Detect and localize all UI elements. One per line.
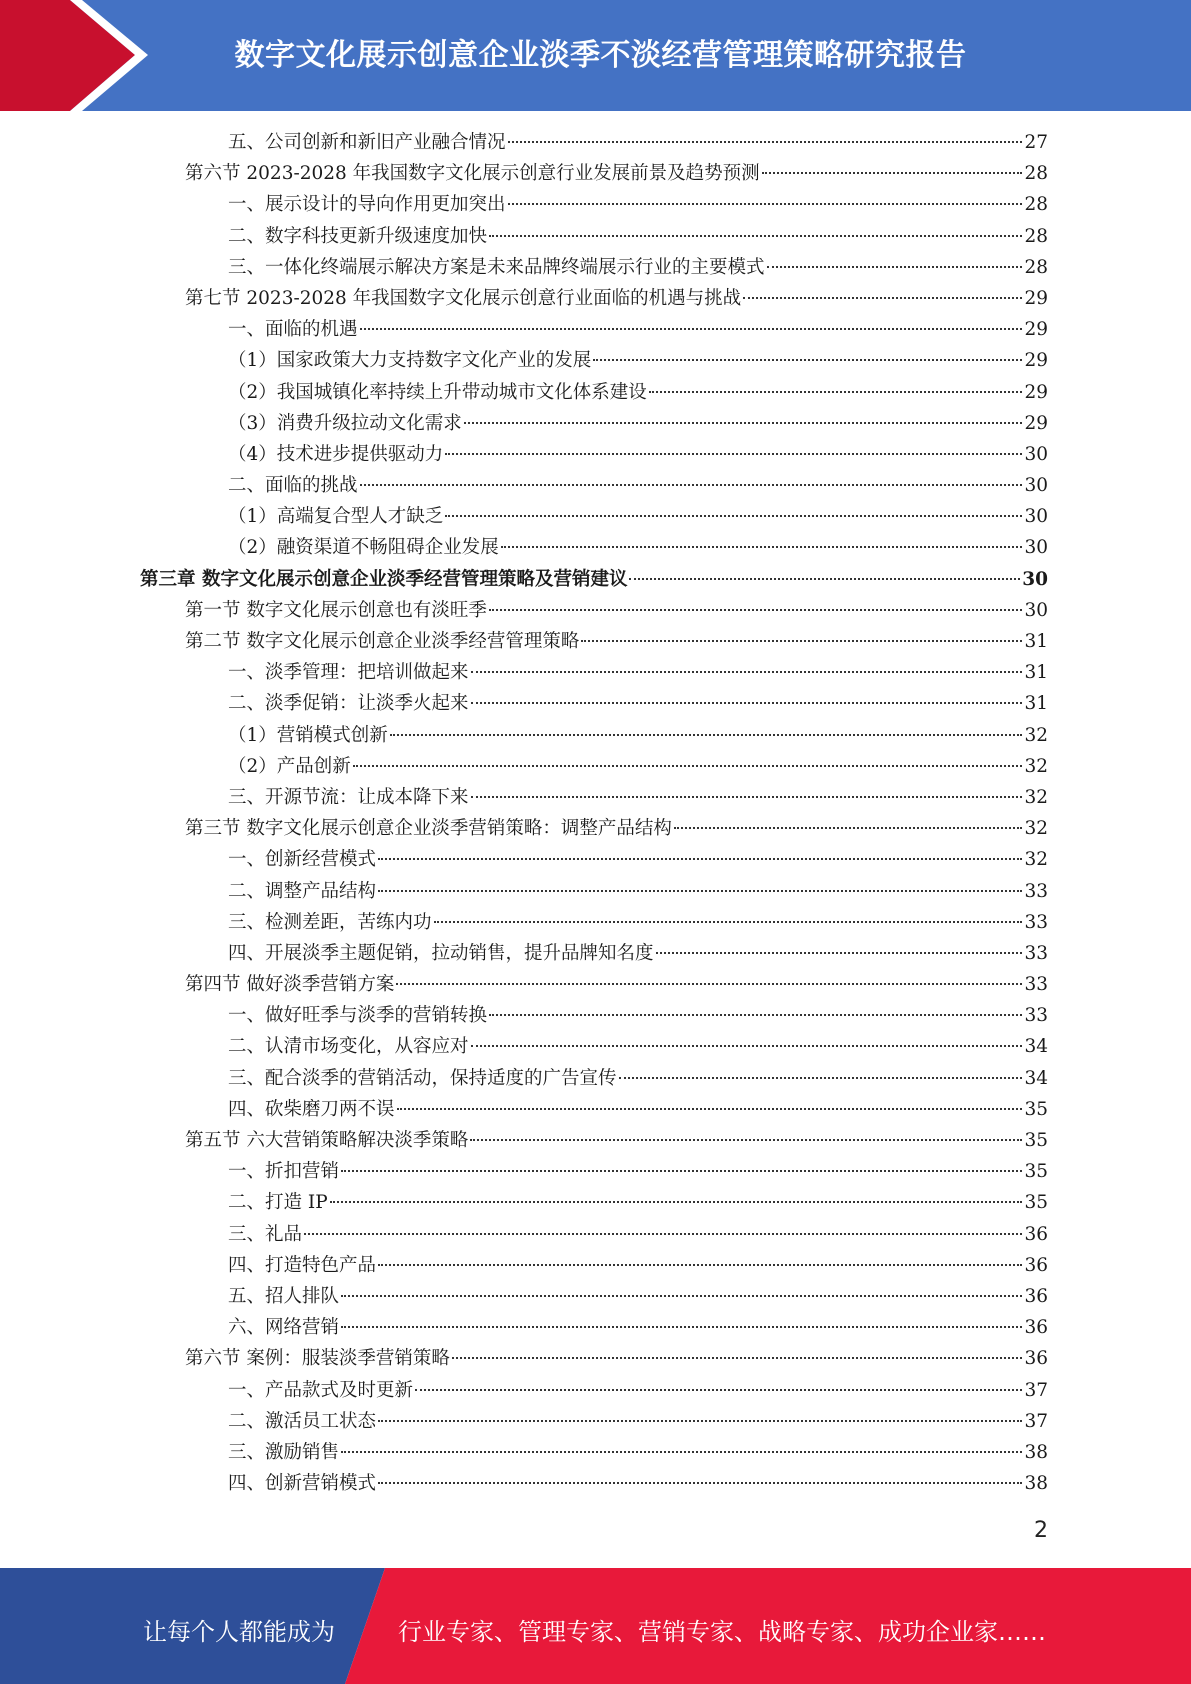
toc-entry-page: 35 [1024, 1130, 1048, 1151]
toc-entry-page: 38 [1024, 1441, 1048, 1463]
toc-subsection-entry[interactable] [140, 345, 1048, 376]
page-number: 2 [1034, 1518, 1048, 1543]
toc-entry-page: 31 [1024, 631, 1048, 652]
toc-entry-page: 36 [1024, 1317, 1048, 1339]
toc-entry-page: 36 [1024, 1223, 1048, 1245]
toc-entry-title: 第五节 六大营销策略解决淡季策略 [185, 1130, 469, 1151]
toc-entry-page: 38 [1024, 1473, 1048, 1495]
toc-subsection-entry[interactable] [140, 751, 1048, 782]
toc-dot-leader [415, 1389, 1022, 1391]
toc-dot-leader [743, 297, 1022, 299]
toc-entry-title: 第六节 案例：服装淡季营销策略 [185, 1348, 450, 1370]
footer-banner [0, 1568, 1191, 1684]
toc-entry-title: 一、产品款式及时更新 [228, 1379, 414, 1401]
table-of-contents [140, 127, 1048, 1499]
toc-subsection-entry[interactable] [140, 377, 1048, 408]
toc-section-entry[interactable] [140, 595, 1048, 626]
toc-subsection-entry[interactable] [140, 252, 1048, 283]
toc-entry-page: 33 [1024, 974, 1048, 996]
toc-dot-leader [378, 1264, 1022, 1266]
toc-entry-title: 二、淡季促销：让淡季火起来 [228, 693, 469, 715]
toc-entry-title: 二、打造 IP [228, 1192, 328, 1214]
toc-section-entry[interactable] [140, 626, 1048, 657]
toc-entry-title: 第三节 数字文化展示创意企业淡季营销策略：调整产品结构 [185, 818, 672, 840]
toc-entry-title: 三、激励销售 [228, 1441, 340, 1463]
toc-entry-page: 29 [1024, 381, 1048, 403]
toc-entry-title: （3）消费升级拉动文化需求 [228, 412, 462, 434]
toc-dot-leader [593, 359, 1022, 361]
toc-section-entry[interactable] [140, 1125, 1048, 1156]
toc-entry-title: 三、配合淡季的营销活动，保持适度的广告宣传 [228, 1067, 617, 1089]
toc-entry-title: 四、打造特色产品 [228, 1254, 377, 1276]
toc-dot-leader [304, 1233, 1022, 1235]
toc-dot-leader [656, 952, 1023, 954]
toc-entry-title: 二、调整产品结构 [228, 880, 377, 902]
toc-entry-title: 第二节 数字文化展示创意企业淡季经营管理策略 [185, 631, 580, 652]
toc-dot-leader [397, 1108, 1023, 1110]
toc-entry-page: 30 [1024, 506, 1048, 528]
toc-dot-leader [762, 172, 1023, 174]
toc-subsection-entry[interactable] [140, 1156, 1048, 1187]
toc-entry-page: 28 [1024, 163, 1048, 185]
toc-entry-page: 33 [1024, 1005, 1048, 1027]
toc-dot-leader [471, 796, 1023, 798]
toc-dot-leader [649, 391, 1023, 393]
toc-subsection-entry[interactable] [140, 1375, 1048, 1406]
toc-entry-page: 32 [1024, 755, 1048, 777]
toc-entry-page: 30 [1024, 443, 1048, 465]
toc-entry-title: 一、淡季管理：把培训做起来 [228, 662, 469, 684]
toc-entry-page: 30 [1024, 537, 1048, 559]
toc-dot-leader [434, 921, 1023, 923]
footer-slogan-left: 让每个人都能成为 [143, 1618, 335, 1646]
toc-entry-title: 一、做好旺季与淡季的营销转换 [228, 1005, 488, 1027]
toc-dot-leader [353, 765, 1023, 767]
toc-entry-title: 三、检测差距，苦练内功 [228, 911, 432, 933]
toc-dot-leader [378, 1482, 1022, 1484]
toc-subsection-entry[interactable] [140, 1312, 1048, 1343]
toc-subsection-entry[interactable] [140, 1063, 1048, 1094]
toc-dot-leader [378, 890, 1022, 892]
toc-entry-title: （1）国家政策大力支持数字文化产业的发展 [228, 350, 592, 372]
toc-subsection-entry[interactable] [140, 439, 1048, 470]
toc-dot-leader [489, 235, 1022, 237]
toc-subsection-entry[interactable] [140, 1219, 1048, 1250]
toc-subsection-entry[interactable] [140, 470, 1048, 501]
toc-dot-leader [489, 609, 1023, 611]
toc-subsection-entry[interactable] [140, 1281, 1048, 1312]
footer-slogan-right: 行业专家、管理专家、营销专家、战略专家、成功企业家…… [398, 1618, 1046, 1646]
toc-subsection-entry[interactable] [140, 1250, 1048, 1281]
toc-entry-page: 36 [1024, 1254, 1048, 1276]
toc-entry-title: 第七节 2023-2028 年我国数字文化展示创意行业面临的机遇与挑战 [185, 287, 742, 309]
toc-subsection-entry[interactable] [140, 720, 1048, 751]
toc-entry-page: 35 [1024, 1098, 1048, 1120]
toc-dot-leader [378, 1420, 1022, 1422]
toc-dot-leader [396, 983, 1022, 985]
toc-dot-leader [471, 702, 1023, 704]
toc-dot-leader [674, 827, 1023, 829]
toc-entry-title: 第四节 做好淡季营销方案 [185, 974, 395, 996]
toc-entry-title: 三、一体化终端展示解决方案是未来品牌终端展示行业的主要模式 [228, 256, 765, 278]
document-title: 数字文化展示创意企业淡季不淡经营管理策略研究报告 [234, 38, 967, 73]
toc-dot-leader [378, 858, 1022, 860]
toc-entry-title: 一、折扣营销 [228, 1161, 340, 1183]
toc-section-entry[interactable] [140, 283, 1048, 314]
toc-entry-title: 一、展示设计的导向作用更加突出 [228, 194, 506, 216]
toc-subsection-entry[interactable] [140, 501, 1048, 532]
toc-subsection-entry[interactable] [140, 1031, 1048, 1062]
toc-subsection-entry[interactable] [140, 532, 1048, 563]
toc-entry-title: 二、认清市场变化，从容应对 [228, 1036, 469, 1058]
toc-entry-page: 31 [1024, 693, 1048, 715]
toc-dot-leader [390, 734, 1023, 736]
toc-section-entry[interactable] [140, 813, 1048, 844]
toc-subsection-entry[interactable] [140, 1468, 1048, 1499]
toc-dot-leader [767, 266, 1023, 268]
toc-subsection-entry[interactable] [140, 408, 1048, 439]
toc-subsection-entry[interactable] [140, 314, 1048, 345]
toc-subsection-entry[interactable] [140, 127, 1048, 158]
toc-entry-title: （2）融资渠道不畅阻碍企业发展 [228, 537, 499, 559]
toc-dot-leader [464, 422, 1023, 424]
toc-entry-page: 30 [1022, 568, 1048, 590]
toc-entry-title: 四、砍柴磨刀两不误 [228, 1098, 395, 1120]
toc-entry-page: 32 [1024, 818, 1048, 840]
toc-entry-page: 28 [1024, 225, 1048, 247]
red-chevron-logo [0, 0, 160, 111]
toc-dot-leader [489, 1014, 1022, 1016]
toc-dot-leader [445, 515, 1022, 517]
toc-dot-leader [629, 578, 1020, 580]
toc-chapter-entry[interactable] [140, 564, 1048, 595]
toc-entry-title: 五、招人排队 [228, 1285, 340, 1307]
toc-entry-page: 30 [1024, 475, 1048, 497]
toc-subsection-entry[interactable] [140, 907, 1048, 938]
toc-entry-title: 二、数字科技更新升级速度加快 [228, 225, 488, 247]
toc-entry-page: 32 [1024, 786, 1048, 808]
toc-entry-title: （1）高端复合型人才缺乏 [228, 506, 444, 528]
toc-entry-page: 35 [1024, 1192, 1048, 1214]
toc-entry-title: 一、面临的机遇 [228, 319, 358, 341]
toc-entry-title: 第三章 数字文化展示创意企业淡季经营管理策略及营销建议 [140, 568, 628, 590]
toc-entry-title: 一、创新经营模式 [228, 849, 377, 871]
toc-entry-page: 37 [1024, 1410, 1048, 1432]
toc-entry-page: 36 [1024, 1285, 1048, 1307]
toc-subsection-entry[interactable] [140, 1406, 1048, 1437]
toc-entry-title: （2）我国城镇化率持续上升带动城市文化体系建设 [228, 381, 647, 403]
toc-section-entry[interactable] [140, 969, 1048, 1000]
toc-entry-page: 33 [1024, 880, 1048, 902]
toc-dot-leader [452, 1357, 1023, 1359]
toc-entry-title: 四、开展淡季主题促销，拉动销售，提升品牌知名度 [228, 942, 654, 964]
toc-entry-page: 28 [1024, 194, 1048, 216]
toc-dot-leader [501, 546, 1023, 548]
toc-entry-title: 三、开源节流：让成本降下来 [228, 786, 469, 808]
toc-subsection-entry[interactable] [140, 688, 1048, 719]
toc-entry-page: 28 [1024, 256, 1048, 278]
toc-subsection-entry[interactable] [140, 876, 1048, 907]
toc-subsection-entry[interactable] [140, 782, 1048, 813]
toc-dot-leader [471, 1045, 1023, 1047]
toc-subsection-entry[interactable] [140, 1437, 1048, 1468]
toc-entry-title: 四、创新营销模式 [228, 1473, 377, 1495]
toc-entry-title: 第一节 数字文化展示创意也有淡旺季 [185, 599, 487, 621]
toc-dot-leader [470, 1139, 1022, 1141]
toc-dot-leader [341, 1451, 1022, 1453]
toc-dot-leader [341, 1170, 1022, 1172]
toc-dot-leader [360, 328, 1023, 330]
toc-entry-title: 五、公司创新和新旧产业融合情况 [228, 132, 506, 153]
toc-entry-page: 36 [1024, 1348, 1048, 1370]
toc-entry-title: （4）技术进步提供驱动力 [228, 443, 444, 465]
toc-dot-leader [619, 1077, 1023, 1079]
toc-entry-page: 29 [1024, 350, 1048, 372]
toc-entry-page: 30 [1024, 599, 1048, 621]
toc-dot-leader [341, 1326, 1022, 1328]
toc-entry-page: 34 [1024, 1036, 1048, 1058]
toc-dot-leader [508, 203, 1023, 205]
toc-subsection-entry[interactable] [140, 1094, 1048, 1125]
toc-dot-leader [508, 141, 1023, 143]
toc-dot-leader [330, 1201, 1023, 1203]
toc-entry-page: 29 [1024, 287, 1048, 309]
toc-entry-page: 33 [1024, 911, 1048, 933]
toc-entry-title: （2）产品创新 [228, 755, 351, 777]
toc-subsection-entry[interactable] [140, 1187, 1048, 1218]
toc-entry-page: 33 [1024, 942, 1048, 964]
toc-entry-title: 第六节 2023-2028 年我国数字文化展示创意行业发展前景及趋势预测 [185, 163, 760, 185]
toc-section-entry[interactable] [140, 158, 1048, 189]
toc-entry-title: 三、礼品 [228, 1223, 303, 1245]
toc-section-entry[interactable] [140, 1343, 1048, 1374]
toc-dot-leader [445, 453, 1022, 455]
toc-subsection-entry[interactable] [140, 844, 1048, 875]
toc-entry-title: 二、激活员工状态 [228, 1410, 377, 1432]
toc-subsection-entry[interactable] [140, 189, 1048, 220]
toc-dot-leader [581, 640, 1022, 642]
toc-dot-leader [360, 484, 1023, 486]
toc-subsection-entry[interactable] [140, 938, 1048, 969]
toc-subsection-entry[interactable] [140, 1000, 1048, 1031]
toc-entry-title: 二、面临的挑战 [228, 475, 358, 497]
toc-entry-page: 32 [1024, 724, 1048, 746]
toc-entry-page: 37 [1024, 1379, 1048, 1401]
toc-subsection-entry[interactable] [140, 657, 1048, 688]
toc-entry-page: 27 [1024, 132, 1048, 153]
toc-entry-title: 六、网络营销 [228, 1317, 340, 1339]
toc-dot-leader [471, 671, 1023, 673]
toc-dot-leader [341, 1295, 1022, 1297]
toc-entry-page: 34 [1024, 1067, 1048, 1089]
toc-entry-page: 29 [1024, 412, 1048, 434]
toc-entry-page: 35 [1024, 1161, 1048, 1183]
toc-entry-page: 32 [1024, 849, 1048, 871]
header-banner [0, 0, 1191, 111]
toc-entry-page: 29 [1024, 319, 1048, 341]
toc-subsection-entry[interactable] [140, 221, 1048, 252]
toc-entry-page: 31 [1024, 662, 1048, 684]
toc-entry-title: （1）营销模式创新 [228, 724, 388, 746]
